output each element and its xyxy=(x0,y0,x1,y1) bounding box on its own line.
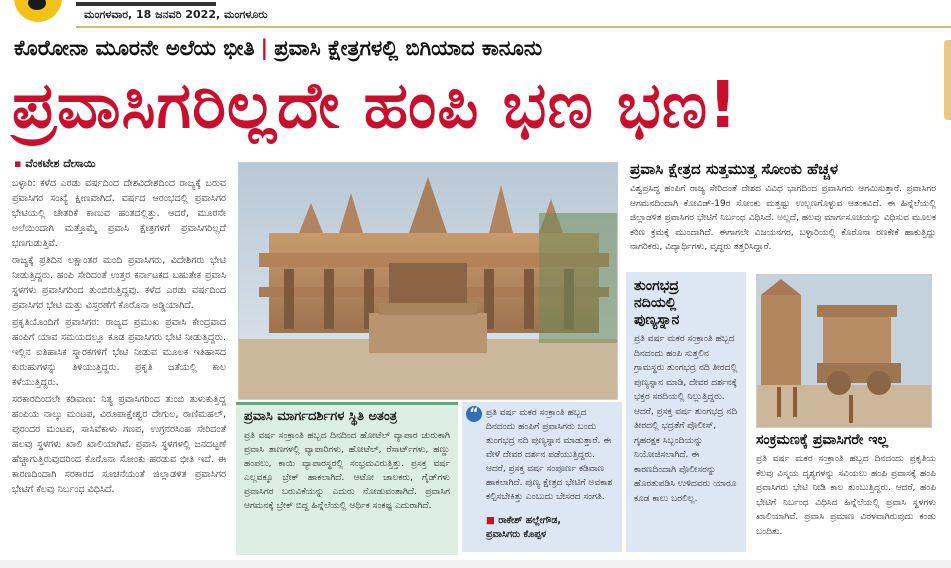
quote-text: ಪ್ರತಿ ವರ್ಷ ಮಕರ ಸಂಕ್ರಾಂತಿ ಹಬ್ಬದ ದಿನದಂದು ಹಂಪಿಗೆ ಪ್ರವಾಸಿಗರು ಬಂದು ತುಂಗಭದ್ರ ನದಿ ಪುಣ್ಯಸ್ನಾನ ಮಾಡುತ್ತಾರೆ. ಈ ವೇಳೆ ದೇವರ ದರ್ಶನ ಪಡೆಯುತ್ತಿದ್ದರು. ಆದರೆ, ಪ್ರಸಕ್ತ ವರ್ಷ ಸಂಪೂರ್ಣ ಕಡಿವಾಣ ಹಾಕಲಾಗಿದೆ. ಪುಣ್ಯ ಕ್ಷೇತ್ರದ ಭೇಟಿಗೆ ಅವಕಾಶ ಕಲ್ಪಿಸಬೇಕಿತ್ತು ಎಂಬುದು ಬೇಸರದ ಸಂಗತಿ. xyxy=(486,408,613,502)
quote-author-role: ಪ್ರವಾಸಿಗರು ಕೊಪ್ಪಳ xyxy=(486,529,547,540)
masthead-rule xyxy=(76,2,216,6)
quote-author-name: ರಾಕೇಶ್ ಹಲ್ಲೇಗೌಡ, xyxy=(498,515,561,526)
body-paragraph: ರಾಜ್ಯಕ್ಕೆ ಪ್ರತಿದಿನ ಲಕ್ಷಾಂತರ ಮಂದಿ ಪ್ರವಾಸಿಗರು, ವಿದೇಶಿಗರು ಭೇಟಿ ನೀಡುತ್ತಿದ್ದರು. ಹಂಪಿ ಸೇರಿದಂತೆ ಉತ್ತರ ಕರ್ನಾಟಕದ ಬಹುತೇಕ ಪ್ರವಾಸಿ ಸ್ಥಳಗಳು ಪ್ರವಾಸಿಗರಿಂದ ತುಂಬಿರುತ್ತಿದ್ದವು. ಕಳೆದ ಎರಡು ವರ್ಷದಿಂದ ಪ್ರವಾಸಿಗರ ಭೇಟಿ ಮತ್ತು ವಿಸ್ತರಣೆಗೆ ಕೊರೊನಾ ಅಡ್ಡಿಯಾಗಿದೆ. xyxy=(12,255,226,311)
tungabhadra-title-line: ನದಿಯಲ್ಲಿ xyxy=(634,295,677,311)
header-divider xyxy=(76,26,951,28)
byline xyxy=(14,157,96,171)
stone-chariot-illustration xyxy=(757,275,931,427)
adjacent-page-edge xyxy=(944,40,951,120)
kicker-separator: | xyxy=(260,36,269,60)
dateline: ಮಂಗಳವಾರ, 18 ಜನವರಿ 2022, ಮಂಗಳೂರು xyxy=(84,8,268,21)
page-bottom-edge xyxy=(0,560,951,568)
tungabhadra-box xyxy=(626,272,746,552)
stone-chariot-photo xyxy=(756,274,932,428)
quote-attribution xyxy=(486,514,616,542)
body-paragraph: ಬಳ್ಳಾರಿ: ಕಳೆದ ಎರಡು ವರ್ಷದಿಂದ ದೇಶವಿದೇಶದಿಂದ ರಾಜ್ಯಕ್ಕೆ ಬರುವ ಪ್ರವಾಸಿಗರ ಸಂಖ್ಯೆ ಕ್ಷೀಣವಾಗಿದೆ. ವರ್ಷದ ಆರಂಭದಲ್ಲಿ ಪ್ರವಾಸಿಗರ ಭೇಟಿಯಲ್ಲಿ ಚೇತರಿಕೆ ಕಾಣುವ ಹಂತದಲ್ಲಿತ್ತು. ಆದರೆ, ಮೂರನೇ ಅಲೆಯಿಂದಾಗಿ ಮತ್ತೊಮ್ಮೆ ಪ್ರವಾಸಿ ಕ್ಷೇತ್ರಗಳಿಗೆ ಪ್ರವಾಸಿಗರಿಲ್ಲದೆ ಭಣಗುಡುತ್ತಿವೆ. xyxy=(12,178,226,249)
quote-icon: “ xyxy=(466,406,482,422)
tungabhadra-title-line: ಪುಣ್ಯಸ್ನಾನ xyxy=(634,312,680,328)
tungabhadra-box-text: ಪ್ರತಿ ವರ್ಷ ಮಕರ ಸಂಕ್ರಾಂತಿ ಹಬ್ಬದ ದಿನದಂದು ಹಂಪಿ ಸುತ್ತಲಿನ ಗ್ರಾಮಸ್ಥರು ತುಂಗಭದ್ರ ನದಿ ತೀರದಲ್ಲಿ ಪುಣ್ಯಸ್ನಾನ ಮಾಡಿ, ದೇವರ ದರ್ಶನಕ್ಕೆ ಭಕ್ತರ ಸರದಿಯಲ್ಲಿ ನಿಲ್ಲುತ್ತಿದ್ದರು. ಆದರೆ, ಪ್ರಸಕ್ತ ವರ್ಷ ತುಂಗಭದ್ರ ನದಿ ತೀರದಲ್ಲಿ ಭದ್ರತೆಗೆ ಪೊಲೀಸ್, ಗೃಹರಕ್ಷಕ ಸಿಬ್ಬಂದಿಯನ್ನು ನಿಯೋಜಿಸಲಾಗಿದೆ. ಈ ಕಾರಣದಿಂದಾಗಿ ಪೊಲೀಸರನ್ನು ಹೊರತುಪಡಿಸಿ ಉಳಿದವರು ಯಾರೂ ಕೂಡ ಕಾಲು ಬರಲಿಲ್ಲ. xyxy=(634,334,738,504)
temple-illustration xyxy=(239,163,617,399)
sidebar-story-title: ಪ್ರವಾಸಿ ಕ್ಷೇತ್ರದ ಸುತ್ತಮುತ್ತ ಸೋಂಕು ಹೆಚ್ಚಳ xyxy=(630,160,839,178)
body-paragraph: ಸರಕಾರದಿಂದಲೇ ಕಡಿವಾಣ: ನಿತ್ಯ ಪ್ರವಾಸಿಗರಿಂದ ತುಂಬಿ ತುಳುಕುತ್ತಿದ್ದ ಹಂಪಿಯ ನಾಲ್ಕು ಮಂಟಪ, ವಿರೂಪಾಕ್ಷೇಶ್ವರ ದೇಗುಲ, ರಾಣಿಮಹಲ್, ಪುರಂದರ ಮಂಟಪ, ಸಾಸಿವೆಕಾಳು ಗಣಪ, ಉಗ್ರನರಸಿಂಹ ಸೇರಿದಂತೆ ಹಲವು ಸ್ಥಳಗಳು ಖಾಲಿ ಖಾಲಿಯಾಗಿವೆ. ಪ್ರವಾಸಿ ಸ್ಥಳಗಳಲ್ಲಿ ಜನದಟ್ಟಣೆ ಹೆಚ್ಚಾಗುತ್ತಿರುವುದರಿಂದ ಕೊರೊನಾ ಸೋಂಕು ಹರಡುವ ಭೀತಿ ಇದೆ. ಈ ಕಾರಣದಿಂದಾಗಿ ಸರಕಾರದ ಸೂಚನೆಯಂತೆ ಜಿಲ್ಲಾಡಳಿತ ಪ್ರವಾಸಿಗರ ಭೇಟಿಗೆ ಕೆಲವು ನಿರ್ಬಂಧ ವಿಧಿಸಿದೆ. xyxy=(12,394,226,495)
hampi-temple-photo xyxy=(238,162,618,400)
quote-box xyxy=(462,402,622,552)
sankranti-story-title: ಸಂಕ್ರಮಣಕ್ಕೆ ಪ್ರವಾಸಿಗರೇ ಇಲ್ಲ xyxy=(756,432,889,448)
attribution-bullet-icon: ■ xyxy=(486,515,499,526)
guides-sidebar-box xyxy=(236,402,458,555)
kicker xyxy=(14,36,542,61)
tungabhadra-title-line: ತುಂಗಭದ್ರ xyxy=(634,278,679,294)
headline: ಪ್ರವಾಸಿಗರಿಲ್ಲದೇ ಹಂಪಿ ಭಣ ಭಣ! xyxy=(12,69,739,143)
guides-box-text: ಪ್ರತಿ ವರ್ಷ ಸಂಕ್ರಾಂತಿ ಹಬ್ಬದ ದಿನದಿಂದ ಹೋಟೆಲ್ ವ್ಯಾಪಾರ ಚುರುಕಾಗಿ ಪ್ರವಾಸಿ ತಾಣಗಳಲ್ಲಿ ವ್ಯಾಪಾರಿಗಳು, ಹೋಟೆಲ್, ರೆಸಾರ್ಟ್‌ಗಳು, ಹಣ್ಣು ಹಂಪಲು, ಕಾಯಿ ವ್ಯಾಪಾರಸ್ಥರಲ್ಲಿ ಸಂಭ್ರಮವಿರುತ್ತಿತ್ತು. ಪ್ರಸಕ್ತ ವರ್ಷ ಎಲ್ಲವಕ್ಕೂ ಬ್ರೇಕ್ ಹಾಕಲಾಗಿದೆ. ಆಟೋ ಚಾಲಕರು, ಗೈಡ್‌ಗಳು ಪ್ರವಾಸಿಗರ ಬರುವಿಕೆಯನ್ನು ಎದುರು ನೋಡುವಂತಾಗಿದೆ. ಪ್ರವಾಸಿಗ ಆಗಮನಕ್ಕೆ ಬ್ರೇಕ್ ಬಿದ್ದ ಹಿನ್ನೆಲೆಯಲ್ಲಿ ಆರ್ಥಿಕ ಸಂಕಷ್ಟ ಎದುರಾಗಿದೆ. xyxy=(244,431,450,511)
byline-author: ವೆಂಕಟೇಶ ದೇಸಾಯಿ xyxy=(25,157,96,170)
byline-bullet-icon: ▪ xyxy=(14,157,26,170)
sankranti-story-text: ಪ್ರತಿ ವರ್ಷ ಮಕರ ಸಂಕ್ರಾಂತಿ ಹಬ್ಬದ ದಿನದಂದು ಪ್ರಕೃತಿಯ ಕೆಲವು ವಿಸ್ಮಯ ದೃಶ್ಯಗಳನ್ನು ಸವಿಯಲು ಹಂಪಿ ಪ್ರವಾಸಕ್ಕೆ ಹಂಪಿ ಪ್ರವಾಸಿಗರು ಭೇಟಿ ನೀಡಿ ಕಾಲ ತುಂಬುತ್ತಿದ್ದರು. ಆದರೆ, ಹಂಪಿ ಭೇಟಿಗೆ ನಿರ್ಬಂಧ ವಿಧಿಸಿದ ಹಿನ್ನೆಲೆಯಲ್ಲಿ ಪ್ರವಾಸಿ ಸ್ಥಳಗಳು ಖಾಲಿಯಾಗಿವೆ. ಪ್ರವಾಸಿ ಪ್ರಮಾಣ ವಿರಳವಾಗಿರುವುದು ಕಂಡು ಬಂದಿತು. xyxy=(756,454,936,537)
article-body xyxy=(12,176,226,560)
sidebar-story-text: ವಿಶ್ವಪ್ರಸಿದ್ಧ ಹಂಪಿಗೆ ರಾಜ್ಯ ಸೇರಿದಂತೆ ದೇಶದ ವಿವಿಧ ಭಾಗದಿಂದ ಪ್ರವಾಸಿಗರು ಆಗಮಿಸುತ್ತಾರೆ. ಪ್ರವಾಸಿಗರ ಆಗಮನದಿಂದಾಗಿ ಕೋವಿಡ್-19ರ ಸೋಂಕು ಮತ್ತಷ್ಟು ಉಲ್ಬಣಗೊಳ್ಳುವ ಆತಂಕವಿದೆ. ಈ ಹಿನ್ನೆಲೆಯಲ್ಲಿ ಜಿಲ್ಲಾಡಳಿತ ಪ್ರವಾಸಿಗರ ಭೇಟಿಗೆ ನಿರ್ಬಂಧ ವಿಧಿಸಿದೆ. ಅಲ್ಲದೆ, ಹಲವು ಮಾರ್ಗಸೂಚಿಯನ್ನು ವಿಧಿಸುವ ಮೂಲಕ ಕಠಿಣ ಕ್ರಮಕ್ಕೆ ಮುಂದಾಗಿದೆ. ಈಗಾಗಲೇ ವಿಜಯನಗರ, ಬಳ್ಳಾರಿಯಲ್ಲಿ ಕೊರೊನಾ ರಣಕೇಕೆ ಹಾಕುತ್ತಿದ್ದು ನಾಗರಿಕರು, ವಿದ್ಯಾರ್ಥಿಗಳು, ವೃದ್ಧರು ತತ್ತರಿಸಿದ್ದಾರೆ. xyxy=(630,184,936,252)
body-paragraph: ಪ್ರಕೃತಿಯೊಂದಿಗೆ ಪ್ರವಾಸಿಗರ: ರಾಜ್ಯದ ಪ್ರಮುಖ ಪ್ರವಾಸಿ ಕೇಂದ್ರವಾದ ಹಂಪಿಗೆ ಯಾವ ಸಮಯದಲ್ಲೂ ಕೂಡ ಪ್ರವಾಸಿಗರು ಭೇಟಿ ನೀಡುತ್ತಿದ್ದರು. ಇಲ್ಲಿನ ಐತಿಹಾಸಿಕ ಸ್ಮಾರಕಗಳಿಗೆ ಭೇಟಿ ನೀಡುವ ಮೂಲಕ ಇತಿಹಾಸದ ಕುರುಹುಗಳನ್ನು ತಿಳಿಯುತ್ತಿದ್ದರು. ಪ್ರಕೃತಿ ಜತೆಯಲ್ಲಿ ಕಾಲ ಕಳೆಯುತ್ತಿದ್ದರು. xyxy=(12,317,226,388)
guides-box-title: ಪ್ರವಾಸಿ ಮಾರ್ಗದರ್ಶಿಗಳ ಸ್ಥಿತಿ ಅತಂತ್ರ xyxy=(244,409,398,424)
kicker-right: ಪ್ರವಾಸಿ ಕ್ಷೇತ್ರಗಳಲ್ಲಿ ಬಿಗಿಯಾದ ಕಾನೂನು xyxy=(274,36,543,60)
tungabhadra-box-title xyxy=(634,278,742,329)
kicker-left: ಕೊರೋನಾ ಮೂರನೇ ಅಲೆಯ ಭೀತಿ xyxy=(14,36,255,60)
